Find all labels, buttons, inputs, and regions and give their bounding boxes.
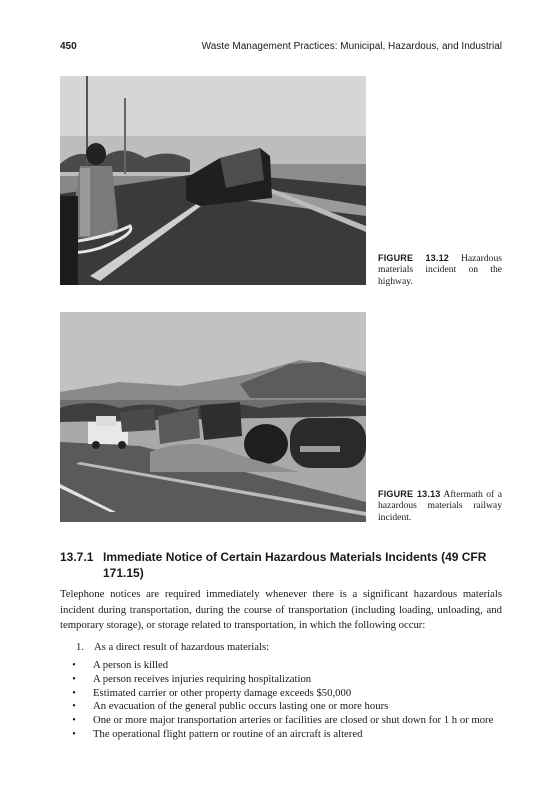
bullet-item [68, 700, 500, 714]
figure-label: FIGURE 13.12 [378, 253, 449, 263]
bullet-list [68, 659, 500, 742]
bullet-item [68, 659, 500, 673]
running-title: Waste Management Practices: Municipal, Hazardous, and Industrial [201, 41, 502, 52]
bullet-text: Estimated carrier or other property damage exceeds $50,000 [93, 686, 352, 699]
bullet-item [68, 728, 500, 742]
bullet-icon: • [72, 728, 76, 740]
bullet-icon: • [72, 687, 76, 699]
figure-label: FIGURE 13.13 [378, 489, 441, 499]
page-number: 450 [60, 41, 77, 52]
bullet-icon: • [72, 660, 76, 671]
railway-incident-photo [60, 312, 366, 522]
page-header [60, 41, 502, 55]
bullet-text: An evacuation of the general public occurs lasting one or more hours [93, 700, 389, 713]
section-heading [60, 549, 502, 581]
bullet-icon: • [72, 715, 76, 727]
bullet-item [68, 714, 500, 728]
bullet-text: A person receives injuries requiring hospitalization [93, 672, 312, 685]
bullet-icon: • [72, 673, 76, 685]
section-number: 13.7.1 [60, 550, 94, 564]
highway-incident-photo [60, 76, 366, 285]
figure-13-12-caption [378, 253, 502, 287]
numbered-item [76, 640, 496, 655]
bullet-item [68, 687, 500, 701]
bullet-item [68, 673, 500, 687]
figure-caption-text: Hazardous materials incident on the highway. [378, 253, 502, 287]
bullet-icon: • [72, 701, 76, 713]
item-text: As a direct result of hazardous materials: [94, 641, 270, 653]
bullet-text: One or more major transportation arteries or facilities are closed or shut down for 1 h or more [93, 714, 494, 727]
section-title: Immediate Notice of Certain Hazardous Materials Incidents (49 CFR 171.15) [103, 550, 487, 580]
figure-13-13-caption [378, 489, 502, 523]
figure-caption-text: Aftermath of a hazardous materials railway incident. [378, 489, 502, 523]
item-number: 1. [76, 641, 85, 653]
body-paragraph: Telephone notices are required immediately whenever there is a significant hazardous materials incident during transportation, during the course of transportation (including loading, unloading, and temporary storage), or storage related to transportation, in which the following occur: [60, 588, 502, 632]
bullet-text: The operational flight pattern or routine of an aircraft is altered [93, 727, 363, 740]
bullet-text: A person is killed [93, 659, 169, 671]
